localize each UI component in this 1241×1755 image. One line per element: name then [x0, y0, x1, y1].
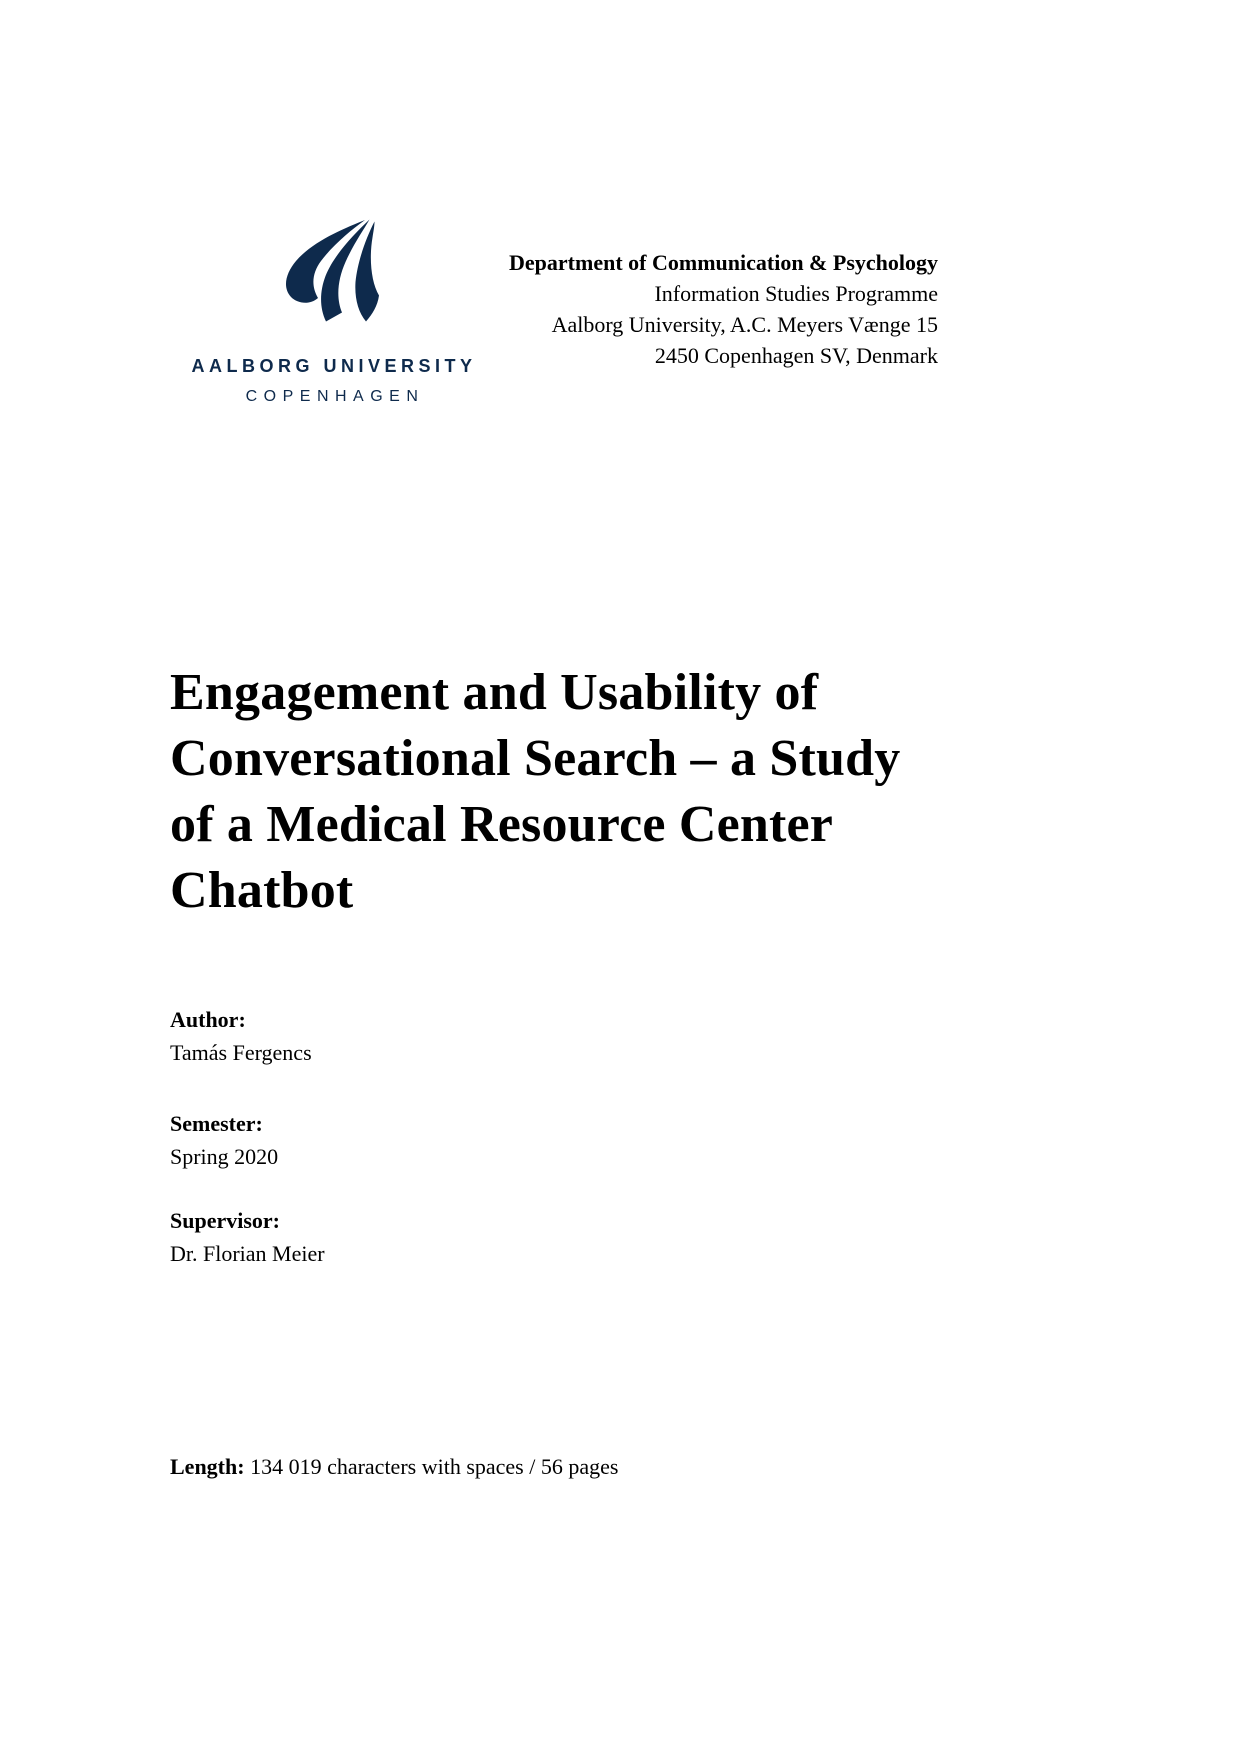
department-name: Department of Communication & Psychology — [509, 250, 938, 275]
semester-block — [170, 1107, 278, 1173]
author-label: Author: — [170, 1007, 246, 1032]
thesis-title — [170, 660, 1070, 924]
length-line — [170, 1450, 618, 1483]
university-logo — [186, 218, 478, 406]
thesis-title-line-2: Conversational Search – a Study — [170, 730, 901, 787]
length-value: 134 019 characters with spaces / 56 pages — [244, 1454, 619, 1479]
semester-label: Semester: — [170, 1111, 263, 1136]
author-block — [170, 1003, 312, 1069]
supervisor-label: Supervisor: — [170, 1208, 280, 1233]
supervisor-block — [170, 1204, 325, 1270]
length-label: Length: — [170, 1454, 245, 1479]
university-wordmark: AALBORG UNIVERSITY — [191, 356, 477, 376]
university-wordmark-city: COPENHAGEN — [245, 388, 425, 405]
thesis-title-line-4: Chatbot — [170, 862, 354, 919]
author-name: Tamás Fergencs — [170, 1040, 312, 1065]
university-city-line: 2450 Copenhagen SV, Denmark — [654, 343, 938, 368]
university-address: Aalborg University, A.C. Meyers Vænge 15 — [551, 312, 938, 337]
thesis-title-line-1: Engagement and Usability of — [170, 664, 819, 721]
thesis-title-line-3: of a Medical Resource Center — [170, 796, 834, 853]
department-address-block — [509, 247, 938, 371]
aau-swirl-icon — [285, 218, 379, 322]
programme-name: Information Studies Programme — [654, 281, 938, 306]
semester-value: Spring 2020 — [170, 1144, 279, 1169]
supervisor-name: Dr. Florian Meier — [170, 1241, 325, 1266]
